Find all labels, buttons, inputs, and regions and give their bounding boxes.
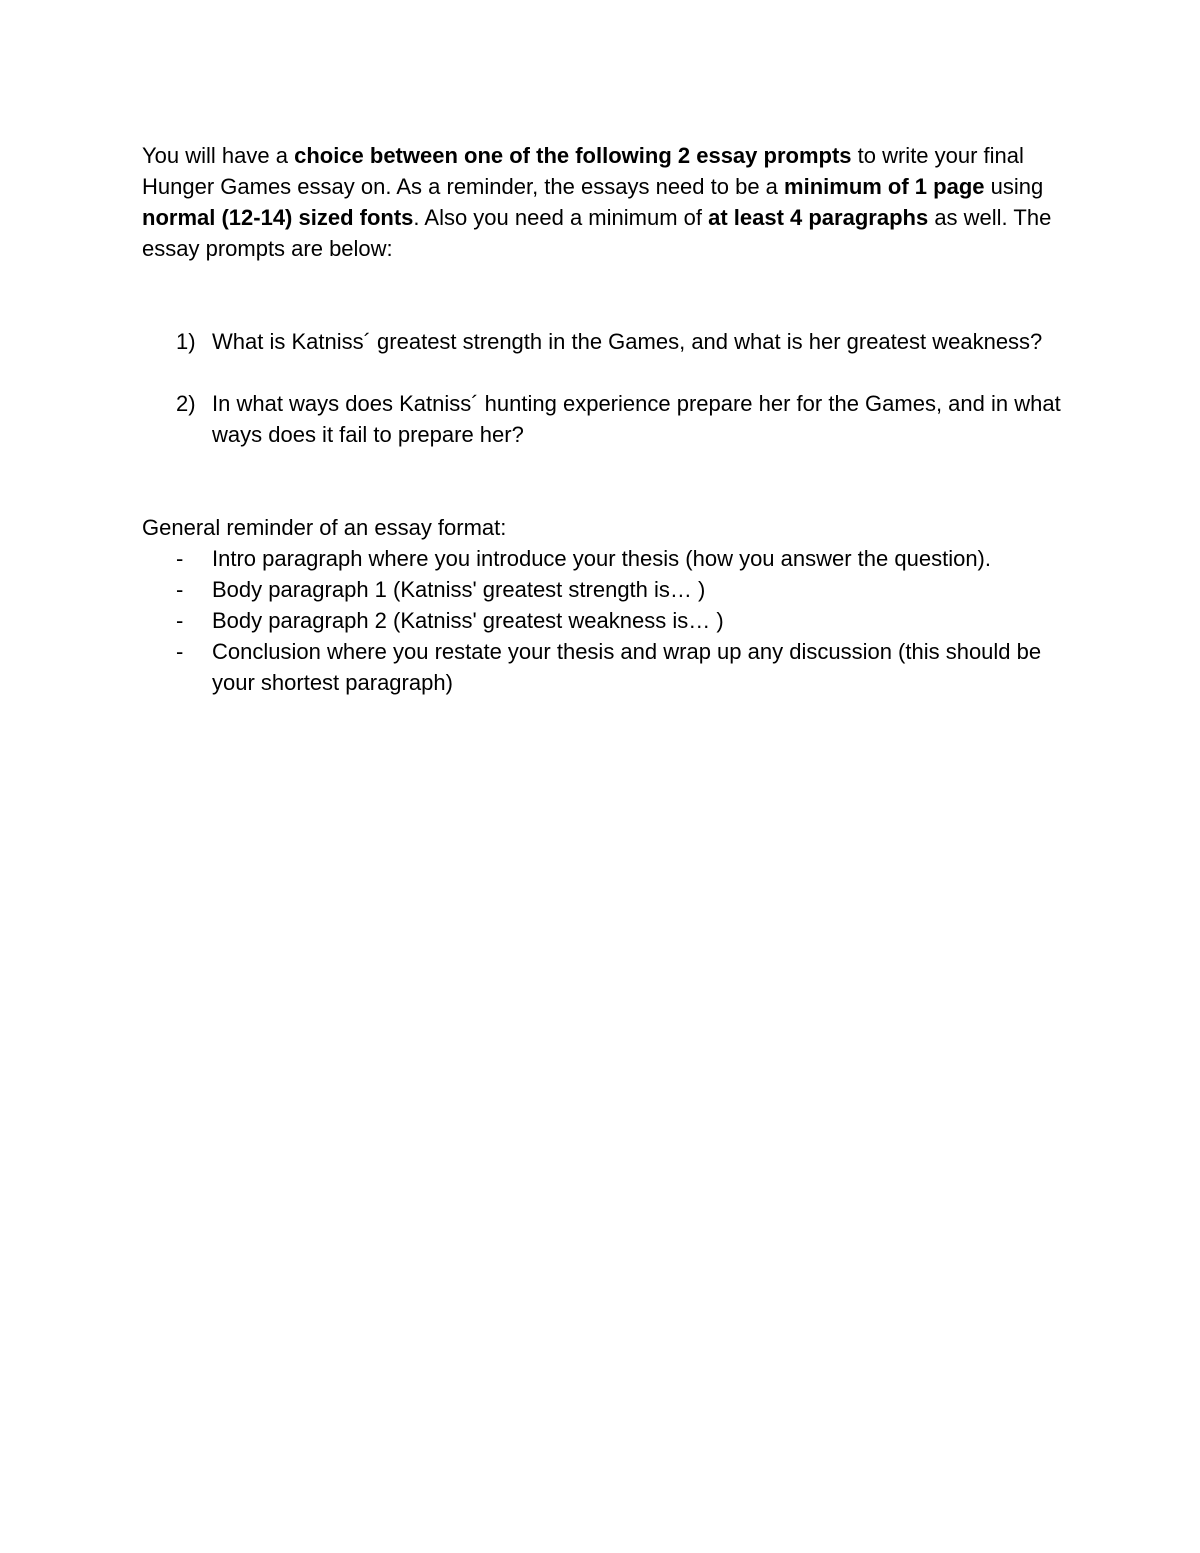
intro-bold-choice: choice between one of the following 2 essay prompts <box>294 143 852 168</box>
format-item-conclusion <box>142 636 1062 698</box>
intro-paragraph <box>142 140 1062 264</box>
intro-text-4: . Also you need a minimum of <box>413 205 709 230</box>
intro-text-3: using <box>984 174 1044 199</box>
format-item-text: Body paragraph 1 (Katniss' greatest strength is… ) <box>212 577 706 602</box>
format-item-intro <box>142 543 1062 574</box>
intro-bold-font-size: normal (12-14) sized fonts <box>142 205 414 230</box>
intro-bold-paragraphs: at least 4 paragraphs <box>708 205 929 230</box>
format-heading: General reminder of an essay format: <box>142 515 507 540</box>
format-item-text: Body paragraph 2 (Katniss' greatest weakness is… ) <box>212 608 724 633</box>
format-item-body-2 <box>142 605 1062 636</box>
dash-bullet: - <box>176 546 184 571</box>
essay-format-list <box>142 543 1062 698</box>
prompt-text: In what ways does Katniss´ hunting experience prepare her for the Games, and in what ways does it fail to prepare her? <box>212 391 1061 447</box>
prompt-text: What is Katniss´ greatest strength in the Games, and what is her greatest weakness? <box>212 329 1043 354</box>
format-item-body-1 <box>142 574 1062 605</box>
intro-text-5: as well. The essay prompts are below: <box>142 205 1052 261</box>
prompt-number: 2) <box>176 391 196 416</box>
essay-prompt-2 <box>142 388 1062 450</box>
dash-bullet: - <box>176 577 184 602</box>
essay-prompts-list <box>142 326 1062 450</box>
format-item-text: Conclusion where you restate your thesis and wrap up any discussion (this should be your shortest paragraph) <box>212 639 1042 695</box>
prompt-number: 1) <box>176 329 196 354</box>
dash-bullet: - <box>176 639 184 664</box>
essay-prompt-1 <box>142 326 1062 357</box>
intro-bold-minimum-page: minimum of 1 page <box>784 174 985 199</box>
dash-bullet: - <box>176 608 184 633</box>
intro-text-1: You will have a <box>142 143 295 168</box>
document-content <box>142 140 1062 698</box>
intro-text-2: to write your final Hunger Games essay on. As a reminder, the essays need to be a <box>142 143 1024 199</box>
format-item-text: Intro paragraph where you introduce your thesis (how you answer the question). <box>212 546 991 571</box>
